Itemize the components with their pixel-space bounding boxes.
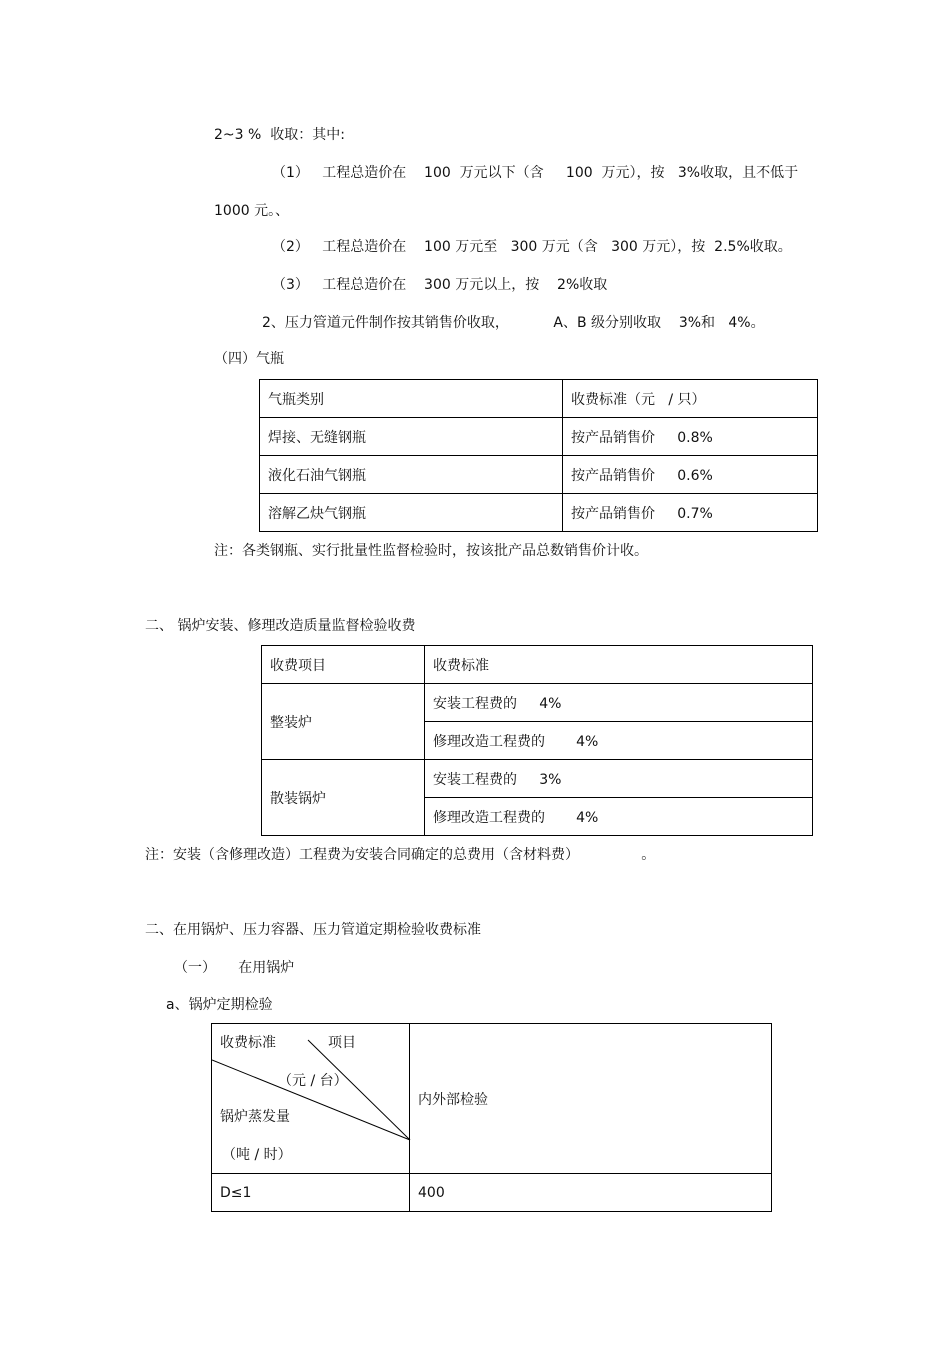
gas-cylinder-table [259,379,818,532]
text-line-1: 2~3 % 收取：其中: [214,127,345,143]
table-cell: 安装工程费的 3% [425,760,813,798]
table-cell: 400 [410,1174,772,1212]
text-line-3: 1000 元。、 [214,203,290,219]
table-cell: 按产品销售价 0.7% [563,494,818,532]
inspection-table [211,1023,772,1212]
diagonal-header-cell [212,1024,410,1174]
table-cell: 溶解乙炔气钢瓶 [260,494,563,532]
diag-label-unit: （元 / 台） [278,1073,348,1089]
table-cell: 按产品销售价 0.6% [563,456,818,494]
section-2-title: 二、 锅炉安装、修理改造质量监督检验收费 [145,618,416,634]
gas-table-note: 注：各类钢瓶、实行批量性监督检验时，按该批产品总数销售价计收。 [214,543,648,559]
table-header-cell: 气瓶类别 [260,380,563,418]
boiler-install-table [261,645,813,836]
boiler-table-note: 注：安装（含修理改造）工程费为安装合同确定的总费用（含材料费） 。 [145,847,656,863]
text-line-6: 2、压力管道元件制作按其销售价收取， A、B 级分别收取 3%和 4%。 [262,315,765,331]
table-group-cell: 散装锅炉 [262,760,425,836]
table-cell: 液化石油气钢瓶 [260,456,563,494]
table-header-cell: 内外部检验 [410,1024,772,1174]
table-cell: 焊接、无缝钢瓶 [260,418,563,456]
table-header-cell: 收费标准（元 / 只） [563,380,818,418]
diag-label-capacity-unit: （吨 / 时） [222,1147,292,1163]
section-gas-cylinder-heading: （四）气瓶 [214,351,284,367]
text-line-2: （1） 工程总造价在 100 万元以下（含 100 万元），按 3%收取，且不低于 [272,165,799,181]
table-header-cell: 收费项目 [262,646,425,684]
text-line-5: （3） 工程总造价在 300 万元以上，按 2%收取 [272,277,608,293]
table-header-cell: 收费标准 [425,646,813,684]
text-line-4: （2） 工程总造价在 100 万元至 300 万元（含 300 万元），按 2.5%收取。 [272,239,792,255]
table-cell: 修理改造工程费的 4% [425,798,813,836]
subsection-heading: （一） 在用锅炉 [174,960,295,976]
table-cell: 按产品销售价 0.8% [563,418,818,456]
subsection-a-heading: a、锅炉定期检验 [166,997,273,1013]
diag-label-fee: 收费标准 [220,1035,276,1051]
table-cell: D≤1 [212,1174,410,1212]
table-cell: 修理改造工程费的 4% [425,722,813,760]
diag-label-item: 项目 [328,1035,356,1051]
section-3-title: 二、在用锅炉、压力容器、压力管道定期检验收费标准 [145,922,481,938]
diag-label-capacity: 锅炉蒸发量 [220,1109,290,1125]
table-group-cell: 整装炉 [262,684,425,760]
table-cell: 安装工程费的 4% [425,684,813,722]
